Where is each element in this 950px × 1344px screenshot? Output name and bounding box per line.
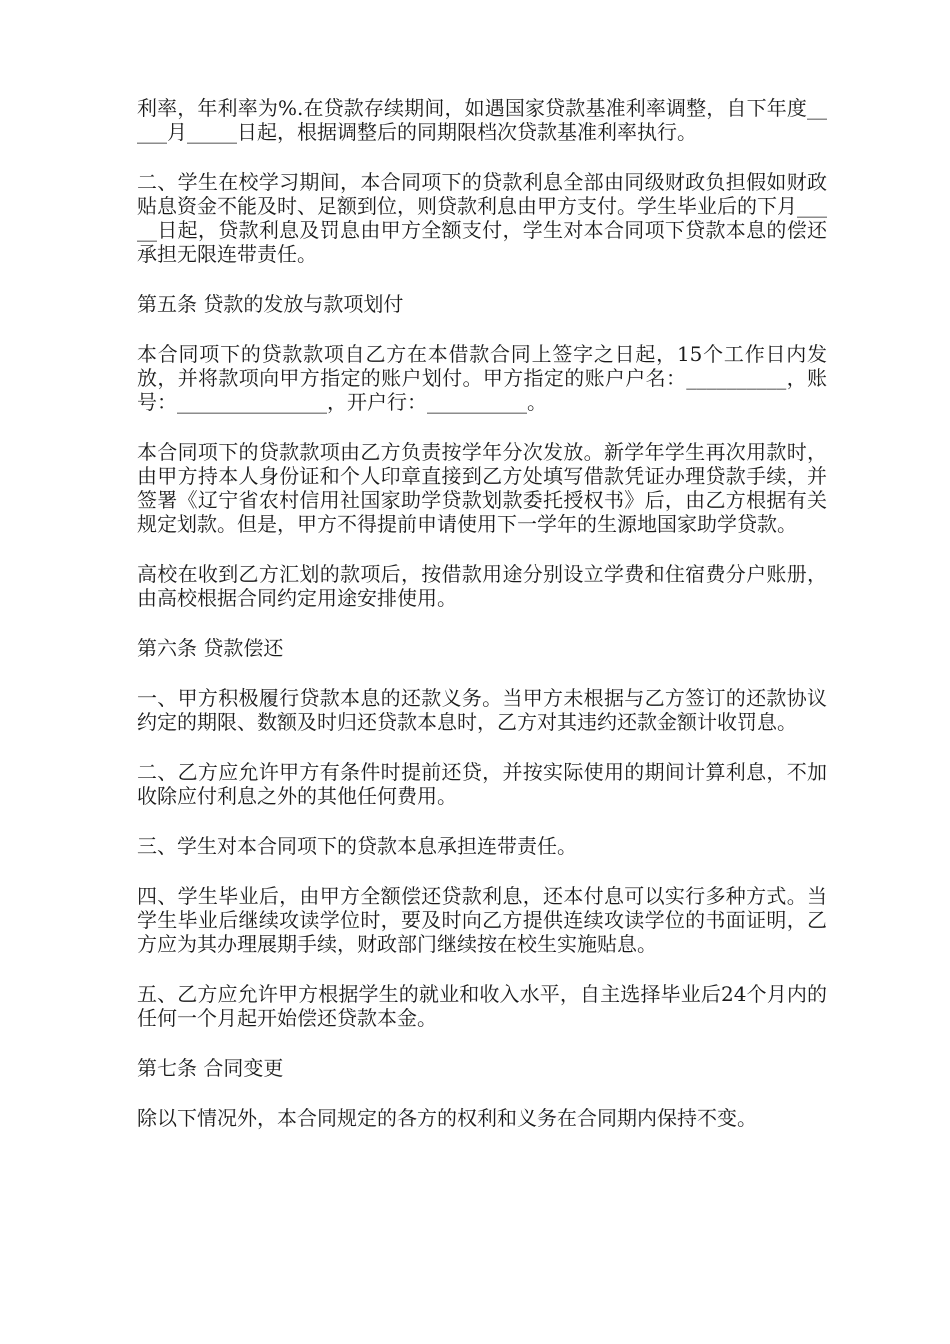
paragraph-post-graduation: 四、学生毕业后，由甲方全额偿还贷款利息，还本付息可以实行多种方式。当学生毕业后继续攻读学位时，要及时向乙方提供连续攻读学位的书面证明，乙方应为其办理展期手续，财政部门继续按在校生实施贴息。 bbox=[137, 884, 827, 956]
paragraph-interest-rate: 利率，年利率为%.在贷款存续期间，如遇国家贷款基准利率调整，自下年度_____月_____日起，根据调整后的同期限档次贷款基准利率执行。 bbox=[137, 96, 827, 144]
paragraph-interest-subsidy: 二、学生在校学习期间，本合同项下的贷款利息全部由同级财政负担假如财政贴息资金不能及时、足额到位，则贷款利息由甲方支付。学生毕业后的下月_____日起，贷款利息及罚息由甲方全额支付，学生对本合同项下贷款本息的偿还承担无限连带责任。 bbox=[137, 170, 827, 266]
paragraph-disbursement: 本合同项下的贷款款项自乙方在本借款合同上签字之日起，15个工作日内发放，并将款项向甲方指定的账户划付。甲方指定的账户户名：__________，账号：_______________，开户行：__________。 bbox=[137, 342, 827, 414]
paragraph-early-repayment: 二、乙方应允许甲方有条件时提前还贷，并按实际使用的期间计算利息，不加收除应付利息之外的其他任何费用。 bbox=[137, 760, 827, 808]
paragraph-repayment-start: 五、乙方应允许甲方根据学生的就业和收入水平，自主选择毕业后24个月内的任何一个月起开始偿还贷款本金。 bbox=[137, 982, 827, 1030]
paragraph-contract-change: 除以下情况外，本合同规定的各方的权利和义务在合同期内保持不变。 bbox=[137, 1106, 757, 1130]
paragraph-repayment-obligation: 一、甲方积极履行贷款本息的还款义务。当甲方未根据与乙方签订的还款协议约定的期限、数额及时归还贷款本息时，乙方对其违约还款金额计收罚息。 bbox=[137, 686, 827, 734]
document-page bbox=[137, 96, 827, 1156]
paragraph-yearly-disbursement: 本合同项下的贷款款项由乙方负责按学年分次发放。新学年学生再次用款时，由甲方持本人身份证和个人印章直接到乙方处填写借款凭证办理贷款手续，并签署《辽宁省农村信用社国家助学贷款划款委托授权书》后，由乙方根据有关规定划款。但是，甲方不得提前申请使用下一学年的生源地国家助学贷款。 bbox=[137, 440, 827, 536]
paragraph-university-accounts: 高校在收到乙方汇划的款项后，按借款用途分别设立学费和住宿费分户账册，由高校根据合同约定用途安排使用。 bbox=[137, 562, 827, 610]
paragraph-joint-liability: 三、学生对本合同项下的贷款本息承担连带责任。 bbox=[137, 834, 577, 858]
heading-article-7: 第七条 合同变更 bbox=[137, 1056, 284, 1080]
heading-article-6: 第六条 贷款偿还 bbox=[137, 636, 284, 660]
heading-article-5: 第五条 贷款的发放与款项划付 bbox=[137, 292, 404, 316]
